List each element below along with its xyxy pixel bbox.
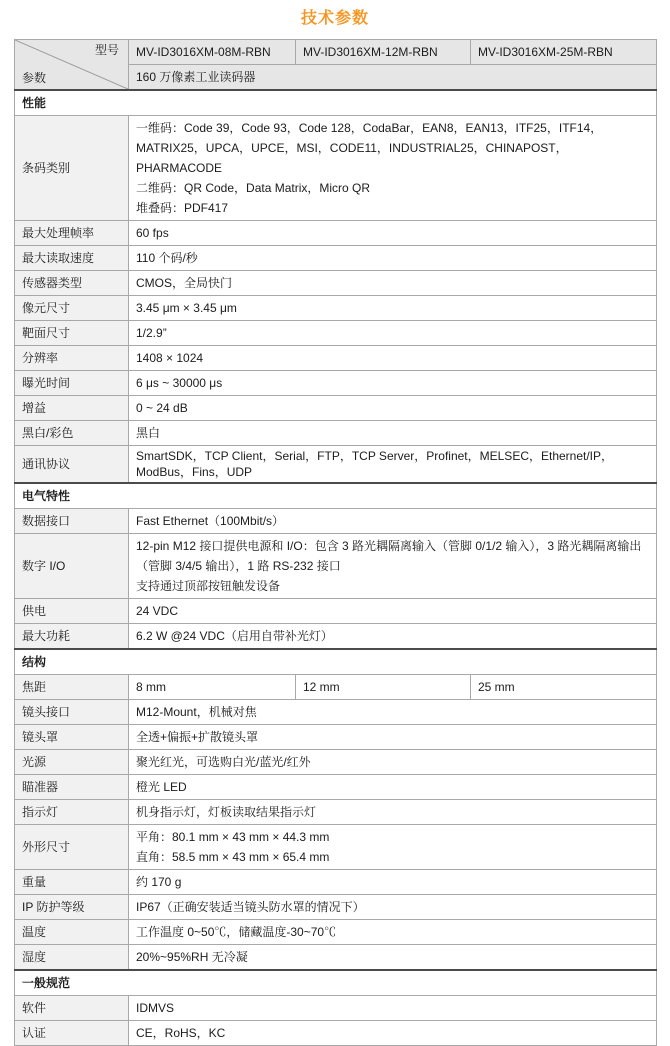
table-row [15,996,657,1021]
table-row [15,116,657,221]
table-row [15,446,657,484]
row-label: 最大读取速度 [15,246,129,271]
table-row [15,371,657,396]
row-value [129,534,657,599]
row-value: 黑白 [129,421,657,446]
table-row [15,624,657,650]
model-cell: MV-ID3016XM-12M-RBN [296,40,471,65]
row-value: 60 fps [129,221,657,246]
row-label: 黑白/彩色 [15,421,129,446]
cell-line: 堆叠码：PDF417 [136,201,229,215]
table-row [15,321,657,346]
spec-table-wrap [14,39,656,1046]
row-value-col: 25 mm [471,675,657,700]
row-value: M12-Mount，机械对焦 [129,700,657,725]
table-row [15,920,657,945]
row-label: 供电 [15,599,129,624]
table-row [15,534,657,599]
row-value: 1/2.9” [129,321,657,346]
row-label: 湿度 [15,945,129,971]
row-label: 外形尺寸 [15,825,129,870]
cell-line: 12-pin M12 接口提供电源和 I/O：包含 3 路光耦隔离输入（管脚 0/1/2 输入），3 路光耦隔离输出（管脚 3/4/5 输出），1 路 RS-232 接口 [136,539,642,573]
table-row [15,346,657,371]
row-label: 指示灯 [15,800,129,825]
table-row [15,221,657,246]
cell-line: 平角：80.1 mm × 43 mm × 44.3 mm [136,830,330,844]
model-cell: MV-ID3016XM-25M-RBN [471,40,657,65]
row-value: 全透+偏振+扩散镜头罩 [129,725,657,750]
row-value: SmartSDK，TCP Client，Serial，FTP，TCP Server，Profinet，MELSEC，Ethernet/IP，ModBus，Fins，UDP [129,446,657,484]
row-value: CE，RoHS，KC [129,1021,657,1046]
row-value: IP67（正确安装适当镜头防水罩的情况下） [129,895,657,920]
row-value: 机身指示灯，灯板读取结果指示灯 [129,800,657,825]
row-label: 镜头罩 [15,725,129,750]
cell-line: 二维码：QR Code，Data Matrix，Micro QR [136,181,371,195]
row-label: 通讯协议 [15,446,129,484]
table-row [15,271,657,296]
row-label: 分辨率 [15,346,129,371]
row-label: 最大处理帧率 [15,221,129,246]
row-label: 曝光时间 [15,371,129,396]
table-row [15,396,657,421]
page-title: 技术参数 [300,10,369,27]
row-value: 橙光 LED [129,775,657,800]
section-header-row [15,483,657,509]
section-header-row [15,90,657,116]
row-value: 1408 × 1024 [129,346,657,371]
row-value: IDMVS [129,996,657,1021]
row-label: 镜头接口 [15,700,129,725]
row-label: 像元尺寸 [15,296,129,321]
model-cell: MV-ID3016XM-08M-RBN [129,40,296,65]
table-row [15,775,657,800]
row-value [129,825,657,870]
row-value: 工作温度 0~50℃，储藏温度-30~70℃ [129,920,657,945]
row-label: 传感器类型 [15,271,129,296]
spec-table [14,39,657,1046]
section-title: 性能 [15,90,657,116]
table-row [15,246,657,271]
table-row [15,750,657,775]
cell-line: 一维码：Code 39，Code 93，Code 128，CodaBar，EAN8，EAN13，ITF25，ITF14，MATRIX25，UPCA，UPCE，MSI，CODE11，INDUSTRIAL25，CHINAPOST，PHARMACODE [136,121,603,175]
cell-line: 直角：58.5 mm × 43 mm × 65.4 mm [136,850,330,864]
row-label: 重量 [15,870,129,895]
row-value: 约 170 g [129,870,657,895]
row-label: 靶面尺寸 [15,321,129,346]
cell-line: 支持通过顶部按钮触发设备 [136,579,281,593]
row-label: 光源 [15,750,129,775]
table-row [15,1021,657,1046]
row-label: 软件 [15,996,129,1021]
section-header-row [15,649,657,675]
table-row [15,675,657,700]
row-value: 110 个码/秒 [129,246,657,271]
row-label: 增益 [15,396,129,421]
row-label: 最大功耗 [15,624,129,650]
table-row [15,296,657,321]
row-label: 温度 [15,920,129,945]
row-value-col: 8 mm [129,675,296,700]
table-row [15,725,657,750]
row-value: 24 VDC [129,599,657,624]
row-value: 聚光红光，可选购白光/蓝光/红外 [129,750,657,775]
row-value: Fast Ethernet（100Mbit/s） [129,509,657,534]
table-row [15,945,657,971]
row-label: IP 防护等级 [15,895,129,920]
row-value: 6.2 W @24 VDC（启用自带补光灯） [129,624,657,650]
model-header-row [15,40,657,65]
row-value: 6 μs ~ 30000 μs [129,371,657,396]
corner-model-label: 型号 [94,43,119,57]
row-value-col: 12 mm [296,675,471,700]
row-value: 20%~95%RH 无冷凝 [129,945,657,971]
row-label: 数据接口 [15,509,129,534]
corner-param-label: 参数 [22,71,47,85]
row-label: 数字 I/O [15,534,129,599]
table-row [15,421,657,446]
corner-cell [15,40,129,91]
row-value: 3.45 μm × 3.45 μm [129,296,657,321]
table-row [15,509,657,534]
table-row [15,700,657,725]
table-row [15,870,657,895]
table-row [15,895,657,920]
row-label: 瞄准器 [15,775,129,800]
table-row [15,825,657,870]
row-value: 0 ~ 24 dB [129,396,657,421]
row-value [129,116,657,221]
row-label: 认证 [15,1021,129,1046]
param-value-cell: 160 万像素工业读码器 [129,65,657,91]
row-label: 焦距 [15,675,129,700]
section-header-row [15,970,657,996]
section-title: 结构 [15,649,657,675]
table-row [15,599,657,624]
section-title: 一般规范 [15,970,657,996]
section-title: 电气特性 [15,483,657,509]
row-value: CMOS，全局快门 [129,271,657,296]
row-label: 条码类别 [15,116,129,221]
table-row [15,800,657,825]
